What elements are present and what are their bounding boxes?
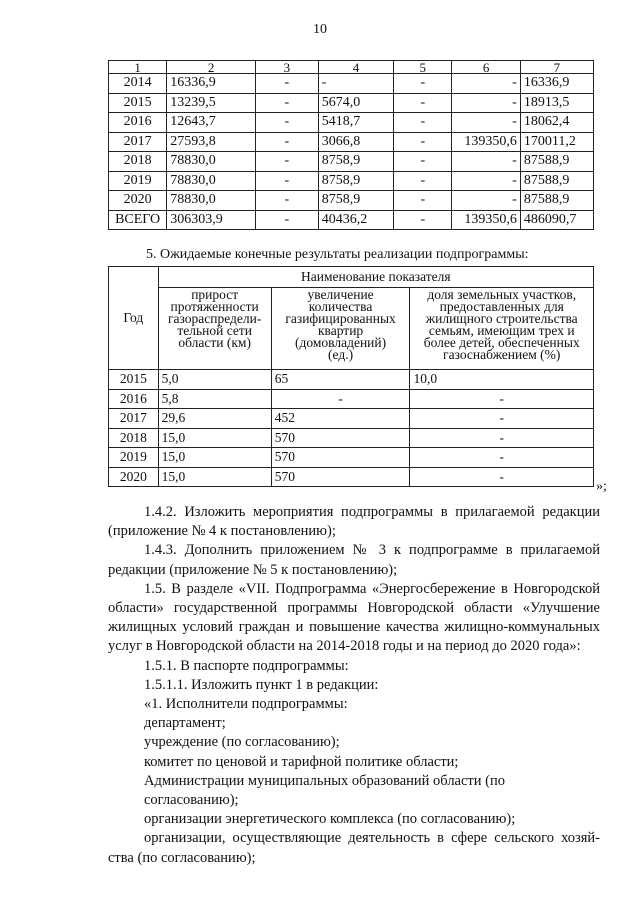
- table1-cell: 13239,5: [167, 93, 256, 113]
- table1-row: [109, 210, 594, 230]
- table2-cell: 65: [271, 370, 410, 390]
- table1-cell: 18913,5: [520, 93, 593, 113]
- table1-cell: 2018: [109, 152, 167, 172]
- table2-cell: 10,0: [410, 370, 594, 390]
- table1-cell: -: [255, 113, 318, 133]
- table2-column-header-line: доля земельных участков,: [427, 287, 577, 302]
- table1-row: [109, 191, 594, 211]
- table1-cell: 78830,0: [167, 171, 256, 191]
- table2-year-cell: 2018: [109, 428, 159, 448]
- table2-column-header-line: количества: [308, 299, 373, 314]
- closing-quote: »;: [596, 479, 607, 494]
- table1-cell: 27593,8: [167, 132, 256, 152]
- table1-cell: -: [452, 93, 520, 113]
- table1-cell: 2017: [109, 132, 167, 152]
- table1-row: [109, 74, 594, 94]
- table1-header-cell: 5: [394, 61, 452, 74]
- table1-row: [109, 171, 594, 191]
- table2-column-header-line: (ед.): [328, 347, 354, 362]
- table1-cell: -: [255, 132, 318, 152]
- table1-cell: 2016: [109, 113, 167, 133]
- paragraph-3-line-4: услуг в Новгородской области на 2014-2018 годы и на период до 2020 года»:: [108, 638, 581, 655]
- table2-year-cell: 2017: [109, 409, 159, 429]
- table2-column-header-line: газифицированных: [285, 311, 396, 326]
- table1-cell: 2014: [109, 74, 167, 94]
- paragraph-3-line-2: области» государственной программы Новгородской области «Улучшение: [108, 600, 600, 617]
- table2-row: [109, 428, 594, 448]
- table2-year-cell: 2020: [109, 467, 159, 487]
- table1-cell: -: [452, 171, 520, 191]
- table2-column-header: [410, 288, 594, 370]
- table1-cell: -: [452, 74, 520, 94]
- table2-column-header-line: прирост: [191, 287, 239, 302]
- table2-column-header-line: (домовладений): [295, 335, 387, 350]
- table1-cell: 5674,0: [318, 93, 393, 113]
- table2-column-header-line: более детей, обеспеченных: [423, 335, 580, 350]
- table2-cell: 5,8: [158, 389, 271, 409]
- table1-row: [109, 132, 594, 152]
- table1-header-cell: 3: [255, 61, 318, 74]
- table1-cell: 2019: [109, 171, 167, 191]
- table1-cell: 3066,8: [318, 132, 393, 152]
- table1-cell: 2020: [109, 191, 167, 211]
- table2-group-header: Наименование показателя: [158, 267, 593, 288]
- paragraph-1-line-2: (приложение № 4 к постановлению);: [108, 523, 336, 540]
- financing-table: [108, 60, 594, 230]
- table1-cell: 87588,9: [520, 171, 593, 191]
- table1-cell: 170011,2: [520, 132, 593, 152]
- paragraph-12-line-2: ства (по согласованию);: [108, 849, 256, 866]
- table2-cell: -: [410, 409, 594, 429]
- table2-row: [109, 448, 594, 468]
- paragraph-1-line-1: 1.4.2. Изложить мероприятия подпрограммы в прилагаемой редакции: [144, 504, 600, 520]
- table2-column-header-line: увеличение: [307, 287, 374, 302]
- paragraph-8: учреждение (по согласованию);: [144, 734, 340, 751]
- table2-column-header-line: квартир: [317, 323, 364, 338]
- table1-cell: -: [452, 191, 520, 211]
- paragraph-2-line-1: 1.4.3. Дополнить приложением № 3 к подпрограмме в прилагаемой: [144, 542, 600, 559]
- table2-cell: 452: [271, 409, 410, 429]
- paragraph-3-line-3: жилищных условий граждан и повышение качества жилищно-коммунальных: [108, 619, 600, 636]
- table2-column-header-line: газораспредели-: [167, 311, 262, 326]
- table1-header-cell: 4: [318, 61, 393, 74]
- table1-cell: -: [255, 74, 318, 94]
- table2-column-header: [158, 288, 271, 370]
- paragraph-12-line-1: организации, осуществляющие деятельность в сфере сельского хозяй-: [144, 830, 600, 847]
- paragraph-7: департамент;: [144, 715, 226, 732]
- table2-cell: -: [410, 448, 594, 468]
- expected-results-table: [108, 266, 594, 487]
- table1-cell: 306303,9: [167, 210, 256, 230]
- paragraph-9: комитет по ценовой и тарифной политике области;: [144, 753, 459, 770]
- table1-cell: -: [255, 171, 318, 191]
- table1-cell: 78830,0: [167, 152, 256, 172]
- page-number: 10: [313, 22, 327, 37]
- table1-cell: -: [394, 171, 452, 191]
- table2-cell: 570: [271, 428, 410, 448]
- table2-column-header-line: области (км): [178, 335, 251, 350]
- table1-cell: -: [452, 152, 520, 172]
- table1-cell: 8758,9: [318, 171, 393, 191]
- table2-row: [109, 467, 594, 487]
- table1-cell: 16336,9: [520, 74, 593, 94]
- table1-cell: 12643,7: [167, 113, 256, 133]
- paragraph-5: 1.5.1.1. Изложить пункт 1 в редакции:: [144, 676, 379, 693]
- table2-cell: -: [271, 389, 410, 409]
- paragraph-2-line-2: редакции (приложение № 5 к постановлению);: [108, 561, 398, 578]
- table2-cell: 570: [271, 448, 410, 468]
- table1-cell: 87588,9: [520, 191, 593, 211]
- table2-year-cell: 2015: [109, 370, 159, 390]
- paragraph-4: 1.5.1. В паспорте подпрограммы:: [144, 657, 349, 674]
- table1-cell: 2015: [109, 93, 167, 113]
- body-text: [108, 503, 600, 868]
- table1-cell: ВСЕГО: [109, 210, 167, 230]
- table1-row: [109, 152, 594, 172]
- table1-cell: -: [394, 191, 452, 211]
- table1-header-cell: 7: [520, 61, 593, 74]
- table1-cell: 16336,9: [167, 74, 256, 94]
- section-caption: 5. Ожидаемые конечные результаты реализации подпрограммы:: [146, 247, 529, 262]
- table1-cell: 8758,9: [318, 191, 393, 211]
- table2-year-header: Год: [109, 267, 159, 370]
- table1-row: [109, 113, 594, 133]
- table1-cell: 78830,0: [167, 191, 256, 211]
- table2-column-header-line: газоснабжением (%): [443, 347, 561, 362]
- table1-cell: -: [255, 210, 318, 230]
- table1-header-cell: 1: [109, 61, 167, 74]
- paragraph-10: Администрации муниципальных образований области (по согласованию);: [144, 772, 505, 809]
- table2-row: [109, 409, 594, 429]
- table2-cell: -: [410, 428, 594, 448]
- table1-cell: 139350,6: [452, 132, 520, 152]
- table1-header-cell: 6: [452, 61, 520, 74]
- table1-cell: 5418,7: [318, 113, 393, 133]
- table2-year-cell: 2016: [109, 389, 159, 409]
- table1-cell: -: [394, 132, 452, 152]
- table2-cell: 5,0: [158, 370, 271, 390]
- table1-cell: -: [394, 210, 452, 230]
- table2-cell: 29,6: [158, 409, 271, 429]
- table1-cell: 87588,9: [520, 152, 593, 172]
- table2-column-header-line: предоставленных для: [439, 299, 564, 314]
- table2-cell: 15,0: [158, 448, 271, 468]
- paragraph-3-line-1: 1.5. В разделе «VII. Подпрограмма «Энергосбережение в Новгородской: [144, 580, 600, 597]
- table1-cell: 486090,7: [520, 210, 593, 230]
- table1-row: [109, 93, 594, 113]
- table1-cell: 40436,2: [318, 210, 393, 230]
- table2-column-header: [271, 288, 410, 370]
- table2-column-header-line: тельной сети: [177, 323, 252, 338]
- table1-cell: -: [255, 191, 318, 211]
- table1-cell: -: [394, 152, 452, 172]
- table2-column-header-line: жилищного строительства: [425, 311, 578, 326]
- table2-cell: -: [410, 467, 594, 487]
- table1-cell: -: [318, 74, 393, 94]
- table2-cell: 15,0: [158, 467, 271, 487]
- table2-cell: -: [410, 389, 594, 409]
- table1-cell: -: [452, 113, 520, 133]
- table1-header-row: [109, 61, 594, 74]
- table2-column-header-line: протяженности: [170, 299, 259, 314]
- table1-cell: 18062,4: [520, 113, 593, 133]
- table1-cell: 8758,9: [318, 152, 393, 172]
- table1-cell: -: [255, 152, 318, 172]
- table1-cell: -: [394, 93, 452, 113]
- table2-row: [109, 370, 594, 390]
- table2-column-header-line: семьям, имеющим трех и: [428, 323, 575, 338]
- paragraph-6: «1. Исполнители подпрограммы:: [144, 696, 348, 713]
- table2-year-cell: 2019: [109, 448, 159, 468]
- table1-cell: -: [394, 74, 452, 94]
- table2-cell: 15,0: [158, 428, 271, 448]
- table1-cell: 139350,6: [452, 210, 520, 230]
- table1-cell: -: [255, 93, 318, 113]
- paragraph-11: организации энергетического комплекса (по согласованию);: [144, 811, 516, 828]
- table1-cell: -: [394, 113, 452, 133]
- table2-row: [109, 389, 594, 409]
- table2-cell: 570: [271, 467, 410, 487]
- table1-header-cell: 2: [167, 61, 256, 74]
